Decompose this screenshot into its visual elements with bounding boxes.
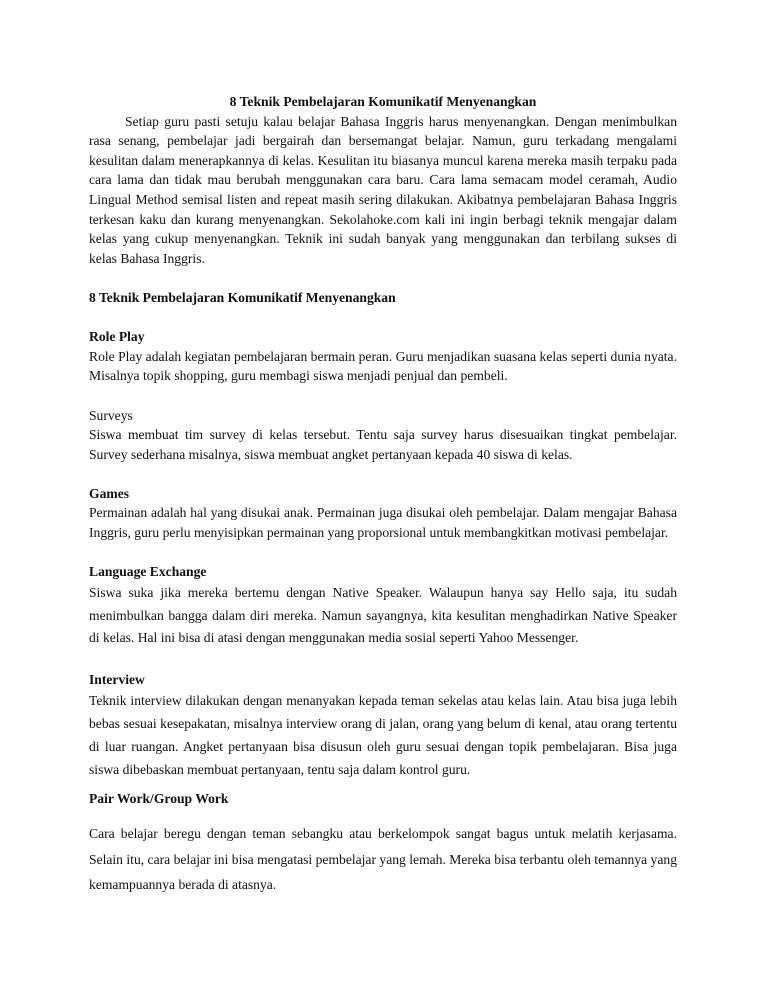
spacer [89, 464, 677, 484]
section-text-games: Permainan adalah hal yang disukai anak. Permainan juga disukai oleh pembelajar. Dalam mengajar Bahasa Inggris, guru perlu menyisipkan permainan yang proporsional untuk membangkitkan motivasi pembelajar. [89, 505, 677, 541]
spacer [89, 809, 677, 821]
section-text-interview: Teknik interview dilakukan dengan menanyakan kepada teman sekelas atau kelas lain. Atau bisa juga lebih bebas sesuai kesepakatan, misalnya interview orang di jalan, orang yang belum di kenal, atau orang tertentu di luar ruangan. Angket pertanyaan bisa disusun oleh guru sesuai dengan topik pembelajaran. Bisa juga siswa dibebaskan membuat pertanyaan, tentu saja dalam kontrol guru. [89, 693, 677, 778]
spacer [89, 543, 677, 563]
spacer [89, 781, 677, 789]
intro-paragraph: Setiap guru pasti setuju kalau belajar Bahasa Inggris harus menyenangkan. Dengan menimbulkan rasa senang, pembelajar jadi bergairah dan bersemangat belajar. Namun, guru terkadang mengalami kesulitan dalam menerapkannya di kelas. Kesulitan itu biasanya muncul karena mereka masih terpaku pada cara lama dan tidak mau berubah menggunakan cara baru. Cara lama semacam model ceramah, Audio Lingual Method semisal listen and repeat masih sering dilakukan. Akibatnya pembelajaran Bahasa Inggris terkesan kaku dan kurang menyenangkan. Sekolahoke.com kali ini ingin berbagi teknik mengajar dalam kelas yang cukup menyenangkan. Teknik ini sudah banyak yang menggunakan dan terbilang sukses di kelas Bahasa Inggris. [89, 113, 677, 266]
section-title-surveys: Surveys [89, 407, 133, 423]
section-text-language-exchange: Siswa suka jika mereka bertemu dengan Native Speaker. Walaupun hanya say Hello saja, itu sudah menimbulkan bangga dalam diri mereka. Namun sayangnya, kita kesulitan menghadirkan Native Speaker di kelas. Hal ini bisa di atasi dengan menggunakan media sosial seperti Yahoo Messenger. [89, 584, 677, 646]
document-page [89, 92, 677, 898]
section-title-language-exchange: Language Exchange [89, 564, 207, 580]
section-title-games: Games [89, 485, 130, 501]
spacer [89, 308, 677, 328]
section-text-role-play: Role Play adalah kegiatan pembelajaran bermain peran. Guru menjadikan suasana kelas seperti dunia nyata. Misalnya topik shopping, guru membagi siswa menjadi penjual dan pembeli. [89, 348, 677, 384]
spacer [89, 386, 677, 406]
section-title-pair-work: Pair Work/Group Work [89, 791, 229, 807]
section-title-interview: Interview [89, 671, 145, 687]
document-title: 8 Teknik Pembelajaran Komunikatif Menyenangkan [229, 94, 537, 109]
spacer [89, 268, 677, 288]
spacer [89, 650, 677, 670]
section-title-role-play: Role Play [89, 329, 145, 345]
section-heading: 8 Teknik Pembelajaran Komunikatif Menyenangkan [89, 289, 396, 305]
section-text-surveys: Siswa membuat tim survey di kelas tersebut. Tentu saja survey harus disesuaikan tingkat pembelajar. Survey sederhana misalnya, siswa membuat angket pertanyaan kepada 40 siswa di kelas. [89, 427, 677, 462]
section-text-pair-work: Cara belajar beregu dengan teman sebangku atau berkelompok sangat bagus untuk melatih kerjasama. Selain itu, cara belajar ini bisa mengatasi pembelajar yang lemah. Mereka bisa terbantu oleh temannya yang kemampuannya berada di atasnya. [89, 826, 677, 893]
